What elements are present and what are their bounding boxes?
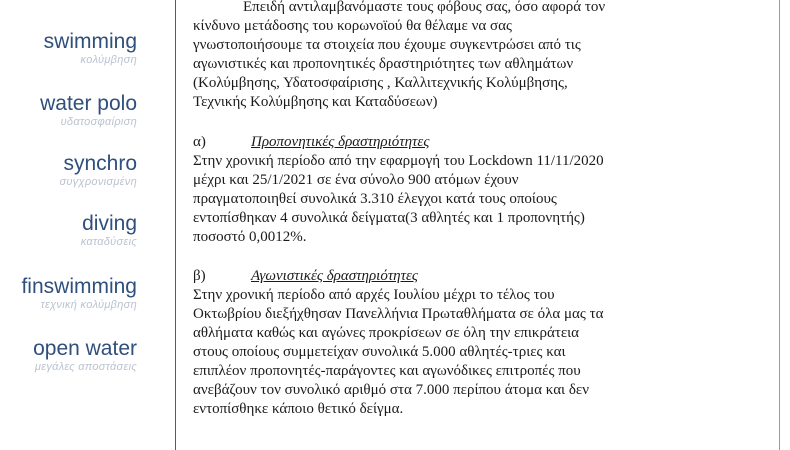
text-line: γνωστοποιήσουμε τα στοιχεία που έχουμε συγκεντρώσει από τις — [193, 37, 581, 53]
right-edge-line — [779, 0, 780, 450]
section-number: β) — [193, 268, 206, 284]
text-line: μέχρι και 25/1/2021 σε ένα σύνολο 900 ατόμων έχουν — [193, 172, 519, 188]
sidebar-item-diving — [81, 212, 137, 249]
text-line: εντοπίσθηκαν 4 συνολικά δείγματα(3 αθλητές και 1 προπονητής) — [193, 210, 585, 226]
section-b-heading — [193, 267, 693, 286]
section-a-heading — [193, 133, 693, 152]
text-line: Στην χρονική περίοδο από την εφαρμογή του Lockdown 11/11/2020 — [193, 153, 604, 169]
sidebar-item-sublabel: υδατοσφαίριση — [60, 116, 137, 128]
sidebar-item-sublabel: καταδύσεις — [80, 236, 137, 248]
text-line: εντοπίσθηκε κάποιο θετικό δείγμα. — [193, 401, 404, 417]
text-line: ποσοστό 0,0012%. — [193, 229, 307, 245]
sidebar-item-swimming — [44, 30, 137, 67]
sidebar-item-finswimming — [21, 275, 137, 312]
text-line: πραγματοποιηθεί συνολικά 3.310 έλεγχοι κατά τους οποίους — [193, 191, 557, 207]
text-line: ανεβάζουν τον συνολικό αριθμό στα 7.000 περίπου άτομα και δεν — [193, 382, 589, 398]
sidebar-item-label: finswimming — [21, 275, 137, 298]
text-line: Τεχνικής Κολύμβησης και Καταδύσεων) — [193, 94, 438, 110]
sidebar-item-label: water polo — [40, 92, 137, 115]
text-line: Επειδή αντιλαμβανόμαστε τους φόβους σας, όσο αφορά τον — [243, 0, 606, 15]
sidebar-item-label: swimming — [43, 30, 137, 53]
text-line: στους οποίους συμμετείχαν συνολικά 5.000 αθλητές-τριες και — [193, 344, 566, 360]
sidebar-item-sublabel: κολύμβηση — [80, 54, 137, 66]
sidebar — [0, 0, 145, 450]
section-number: α) — [193, 134, 206, 150]
sidebar-item-sublabel: τεχνική κολύμβηση — [40, 299, 137, 311]
sidebar-item-water-polo — [40, 92, 137, 129]
sidebar-item-label: open water — [33, 337, 137, 360]
text-line: αθλήματα καθώς και αγώνες προκρίσεων σε όλη την επικράτεια — [193, 325, 580, 341]
section-title: Προπονητικές δραστηριότητες — [251, 134, 430, 150]
text-line: κίνδυνο μετάδοσης του κορωνοϊού θα θέλαμε να σας — [193, 18, 512, 34]
text-line: (Κολύμβησης, Υδατοσφαίρισης , Καλλιτεχνικής Κολύμβησης, — [193, 75, 568, 91]
text-line: αγωνιστικές και προπονητικές δραστηριότητες των αθλημάτων — [193, 56, 574, 72]
sidebar-item-synchro — [59, 152, 137, 189]
section-title: Αγωνιστικές δραστηριότητες — [251, 268, 418, 284]
sidebar-item-label: synchro — [63, 152, 137, 175]
sidebar-item-open-water — [33, 337, 137, 374]
text-line: επιπλέον προπονητές-παράγοντες και αγωνόδικες επιτροπές που — [193, 363, 581, 379]
vertical-divider — [175, 0, 176, 450]
sidebar-item-sublabel: συγχρονισμένη — [59, 176, 137, 188]
text-line: Οκτωβρίου διεξήχθησαν Πανελλήνια Πρωταθλήματα σε όλα μας τα — [193, 306, 604, 322]
sidebar-item-sublabel: μεγάλες αποστάσεις — [34, 361, 137, 373]
sidebar-item-label: diving — [82, 212, 137, 235]
text-line: Στην χρονική περίοδο από αρχές Ιουλίου μέχρι το τέλος του — [193, 287, 555, 303]
